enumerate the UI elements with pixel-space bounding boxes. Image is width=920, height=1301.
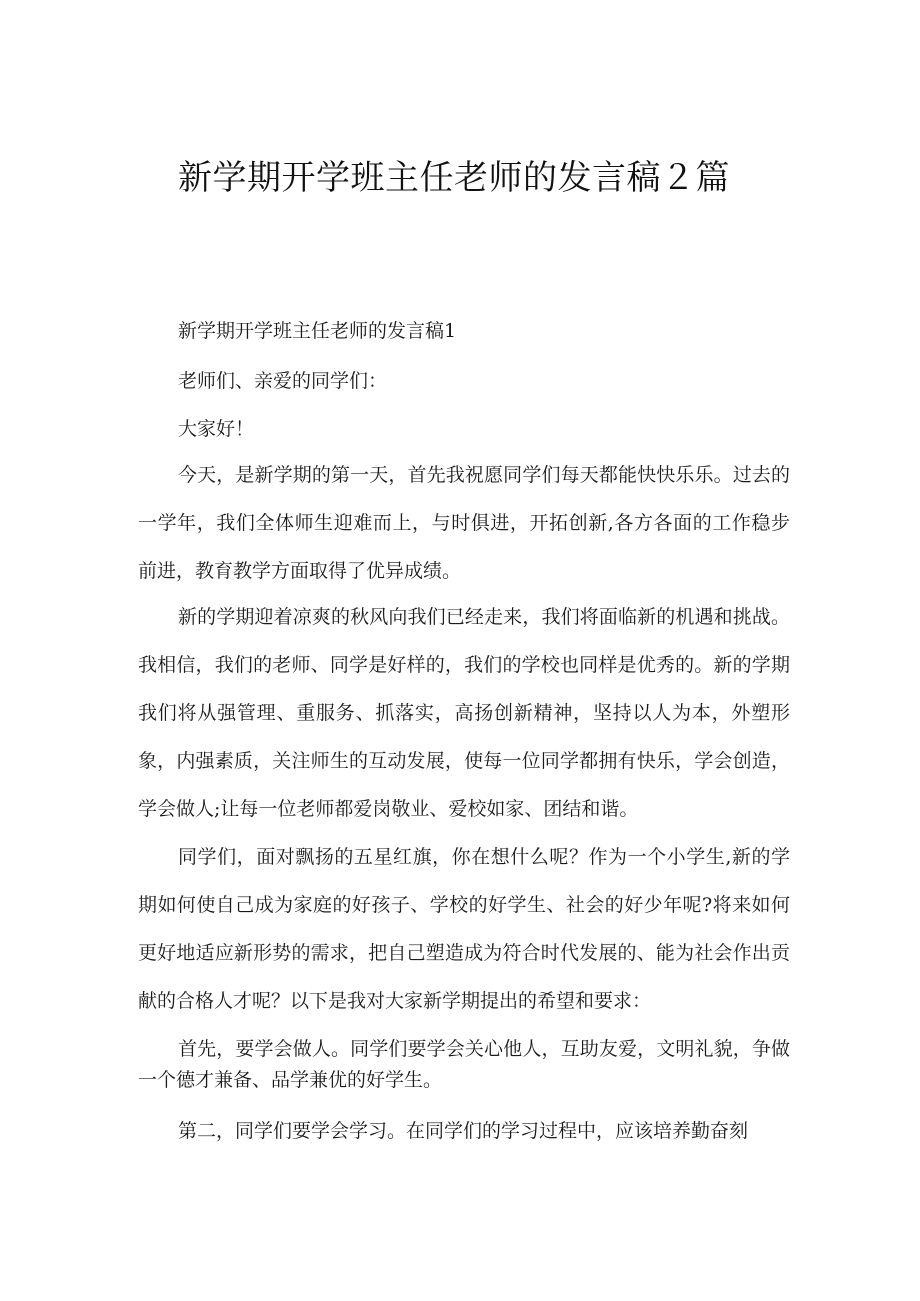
paragraph-5: 第二，同学们要学会学习。在同学们的学习过程中，应该培养勤奋刻 bbox=[178, 1120, 749, 1142]
paragraph-2: 新的学期迎着凉爽的秋风向我们已经走来，我们将面临新的机遇和挑战。我相信，我们的老师、同学是好样的，我们的学校也同样是优秀的。新的学期我们将从强管理、重服务、抓落实，高扬创新精神，坚持以人为本，外塑形象，内强素质，关注师生的互动发展，使每一位同学都拥有快乐，学会创造，学会做人;让每一位老师都爱岗敬业、爱校如家、团结和谐。 bbox=[138, 606, 790, 820]
subtitle: 新学期开学班主任老师的发言稿1 bbox=[178, 320, 457, 342]
paragraph-1: 今天，是新学期的第一天，首先我祝愿同学们每天都能快快乐乐。过去的一学年，我们全体师生迎难而上，与时俱进，开拓创新,各方各面的工作稳步前进，教育教学方面取得了优异成绩。 bbox=[138, 464, 790, 582]
paragraph-3: 同学们，面对飘扬的五星红旗，你在想什么呢？作为一个小学生,新的学期如何使自己成为家庭的好孩子、学校的好学生、社会的好少年呢?将来如何更好地适应新形势的需求，把自己塑造成为符合时代发展的、能为社会作出贡献的合格人才呢？以下是我对大家新学期提出的希望和要求： bbox=[138, 846, 790, 1012]
paragraph-4: 首先，要学会做人。同学们要学会关心他人，互助友爱，文明礼貌，争做一个德才兼备、品学兼优的好学生。 bbox=[138, 1038, 790, 1091]
salutation: 老师们、亲爱的同学们： bbox=[178, 370, 388, 392]
greeting: 大家好！ bbox=[178, 418, 255, 440]
document-title: 新学期开学班主任老师的发言稿２篇 bbox=[178, 158, 730, 198]
